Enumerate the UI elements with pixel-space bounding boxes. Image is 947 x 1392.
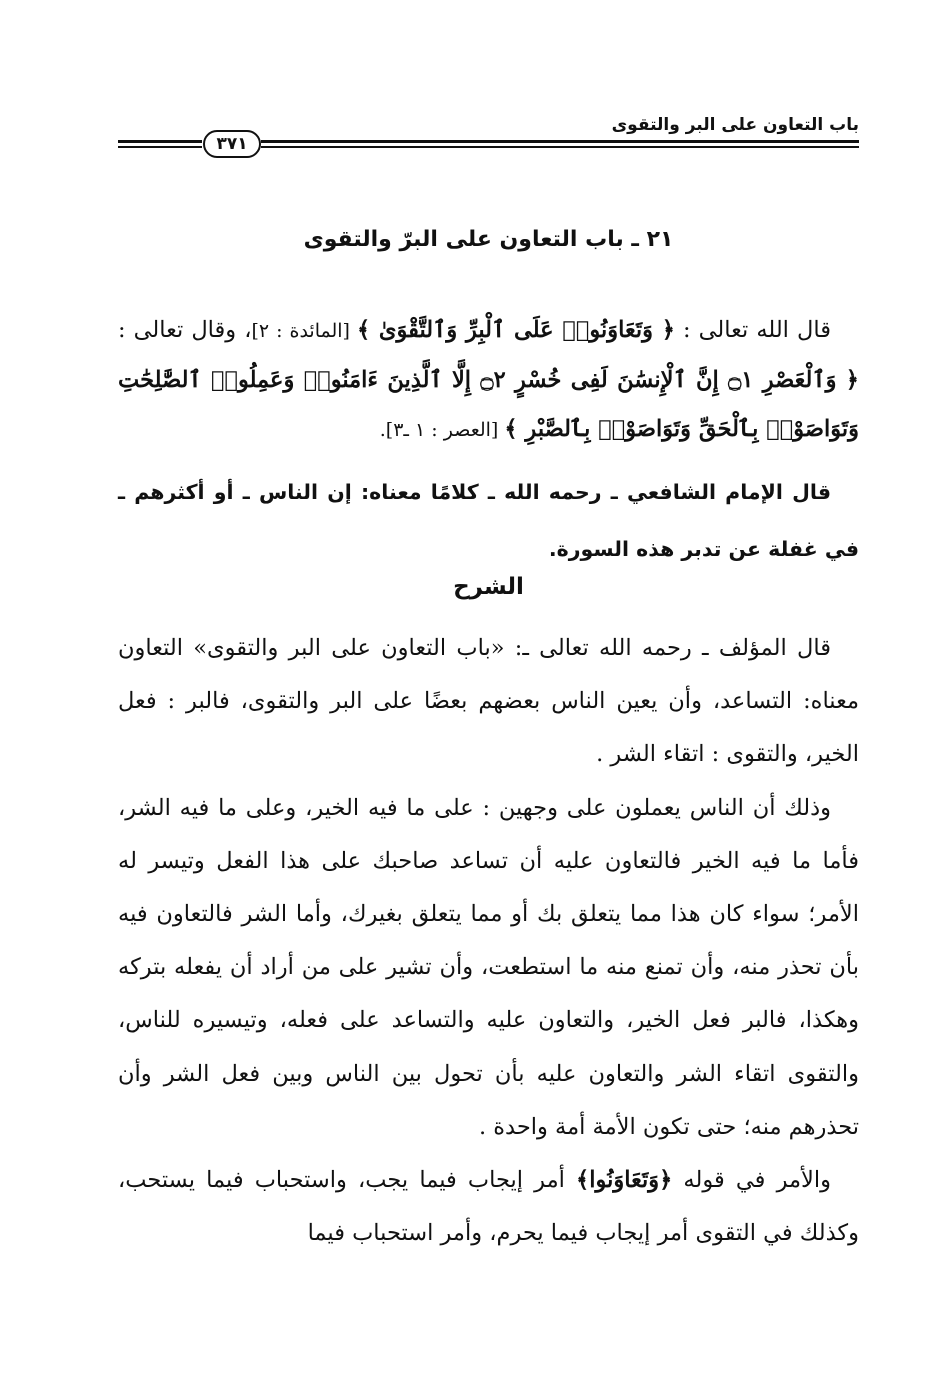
chapter-title: ٢١ ـ باب التعاون على البرّ والتقوى [303, 227, 674, 252]
verse-ref-al-asr: [العصر : ١ ـ٣]. [379, 419, 505, 441]
commentary-verse-quote: ﴿وَتَعَاوَنُوا﴾ [576, 1167, 673, 1194]
shafii-quote: قال الإمام الشافعي ـ رحمه الله ـ كلامًا معناه: إن الناس ـ أو أكثرهم ـ في غفلة عن تدبر هذه السورة. [118, 480, 859, 561]
commentary-paragraph-2: وذلك أن الناس يعملون على وجهين : على ما فيه الخير، وعلى ما فيه الشر، فأما ما فيه الخير فالتعاون عليه أن تساعد صاحبك على هذا الفعل وتيسر له الأمر؛ سواء كان هذا مما يتعلق بك أو مما يتعلق بغيرك، وأما الشر فالتعاون فيه بأن تحذر منه، وأن تمنع منه ما استطعت، وأن تشير على من أراد أن يفعله بتركه وهكذا، فالبر فعل الخير، والتعاون عليه والتساعد على فعله، وتيسيره للناس، والتقوى اتقاء الشر والتعاون عليه بأن تحول بين الناس وبين فعل الشر وأن تحذرهم منه؛ حتى تكون الأمة أمة واحدة . [118, 794, 859, 1140]
verse-al-maidah: ﴿ وَتَعَاوَنُوا۟ عَلَى ٱلْبِرِّ وَٱلتَّقْوَىٰ ﴾ [356, 317, 675, 343]
commentary-p3-start: والأمر في قوله [672, 1167, 831, 1194]
commentary-paragraph-1: قال المؤلف ـ رحمه الله تعالى ـ: «باب التعاون على البر والتقوى» التعاون معناه: التساعد، وأن يعين الناس بعضهم بعضًا على البر والتقوى، فالبر : فعل الخير، والتقوى : اتقاء الشر . [118, 635, 859, 768]
running-header-title: باب التعاون على البر والتقوى [611, 115, 859, 135]
verse-ref-al-maidah: [المائدة : ٢] [251, 320, 357, 342]
page-number: ٣٧١ [216, 134, 248, 154]
header-rule-right [261, 138, 859, 150]
page-number-badge [203, 130, 261, 158]
quran-paragraph [118, 306, 859, 455]
commentary-body [118, 622, 859, 1260]
intro-text-1: قال الله تعالى : [674, 317, 831, 343]
commentary-p3-rest: أمر إيجاب فيما يجب، واستحباب فيما يستحب، وكذلك في التقوى أمر إيجاب فيما يحرم، وأمر استحباب فيما [118, 1167, 859, 1247]
verse-al-asr: ﴿ وَٱلْعَصْرِ ۝١ إِنَّ ٱلْإِنسَٰنَ لَفِى خُسْرٍ ۝٢ إِلَّا ٱلَّذِينَ ءَامَنُوا۟ وَعَمِلُوا۟ ٱلصَّٰلِحَٰتِ وَتَوَاصَوْا۟ بِٱلْحَقِّ وَتَوَاصَوْا۟ بِٱلصَّبْرِ ﴾ [118, 367, 859, 442]
intro-text-2: ، وقال تعالى : [118, 317, 252, 343]
commentary-heading: الشرح [453, 574, 524, 600]
header-rule-left [118, 138, 202, 150]
shafii-quote-paragraph [118, 464, 859, 578]
commentary-paragraph-3 [118, 1154, 859, 1260]
